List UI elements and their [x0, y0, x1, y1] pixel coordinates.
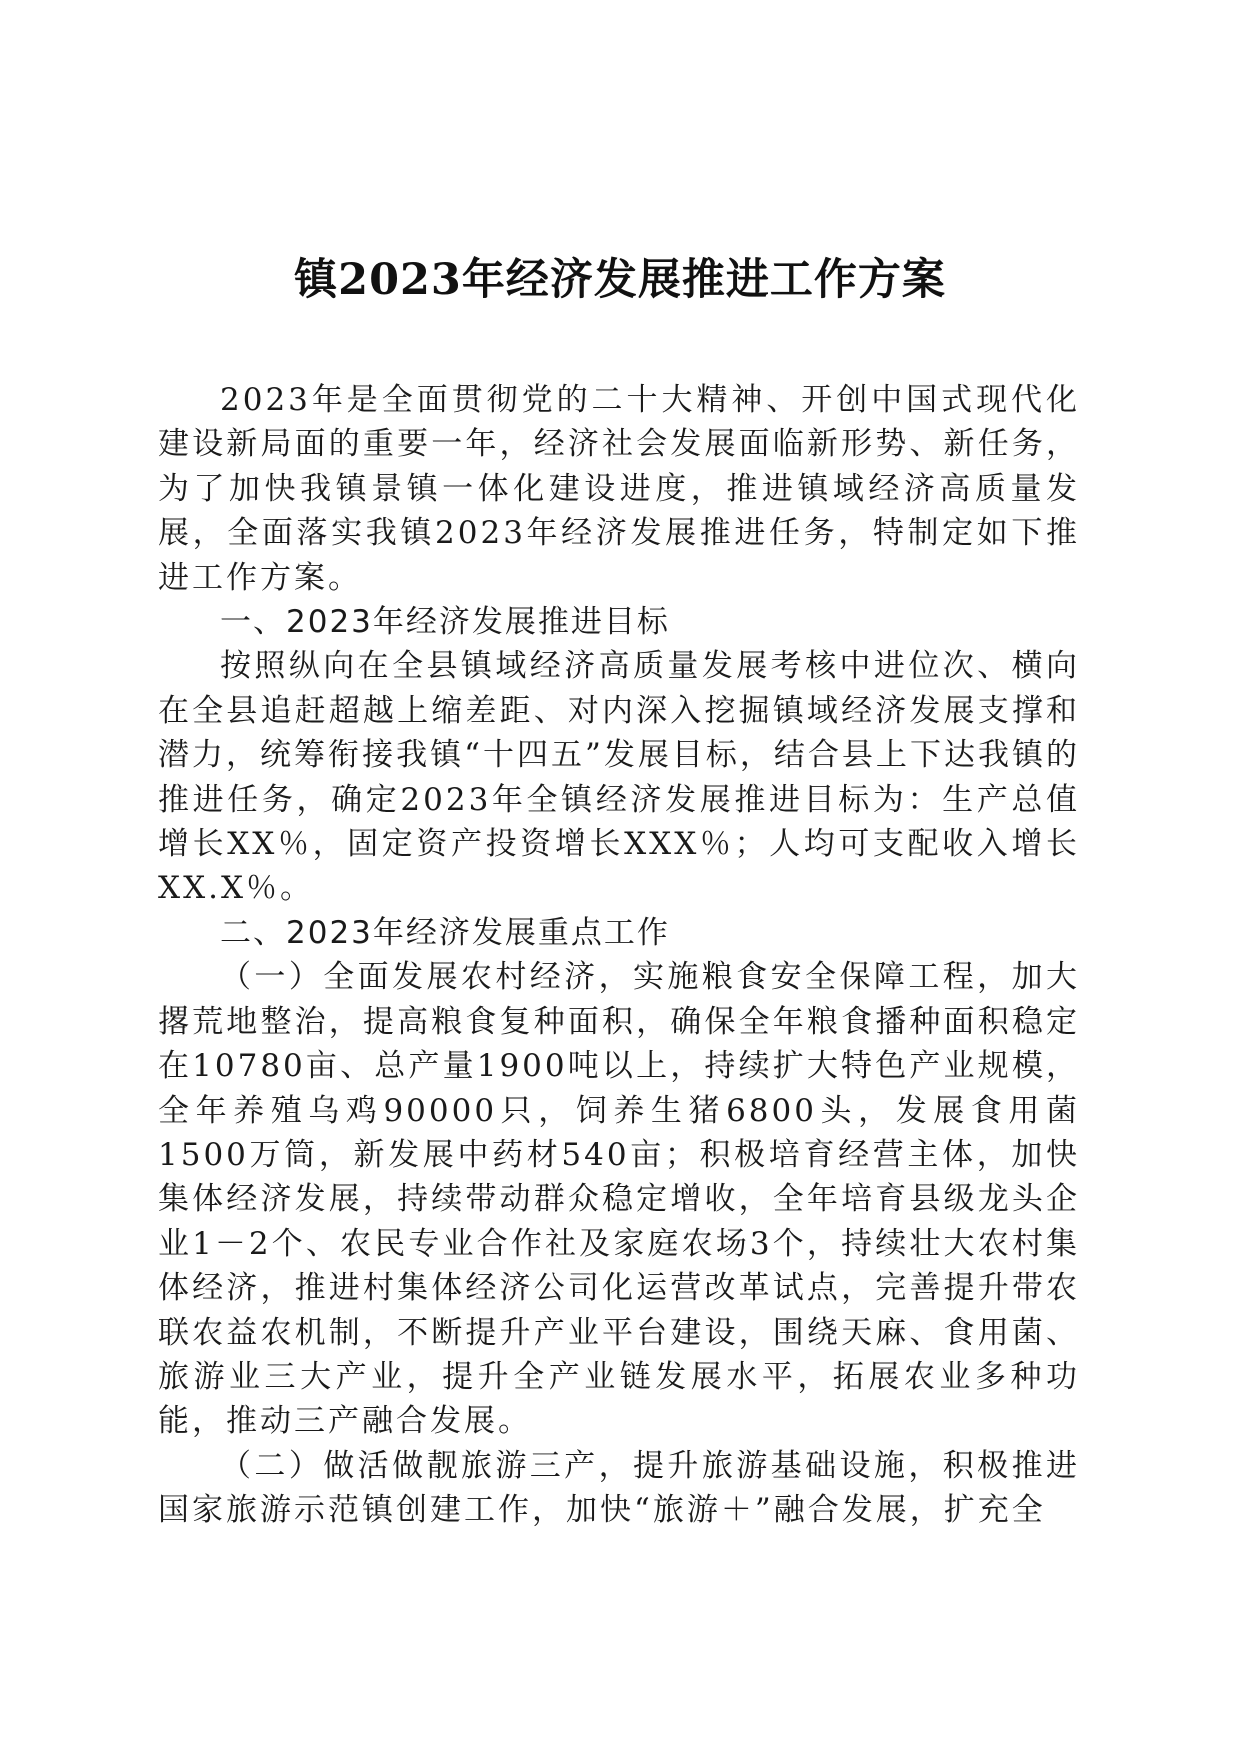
- document-title: 镇2023年经济发展推进工作方案: [294, 255, 946, 305]
- section-heading-goals: 一、2023年经济发展推进目标: [220, 604, 670, 641]
- document-body: [158, 378, 1080, 1533]
- goals-paragraph: 按照纵向在全县镇域经济高质量发展考核中进位次、横向在全县追赶超越上缩差距、对内深入挖掘镇域经济发展支撑和潜力，统筹衔接我镇“十四五”发展目标，结合县上下达我镇的推进任务，确定2023年全镇经济发展推进目标为：生产总值增长XX％，固定资产投资增长XXX％；人均可支配收入增长XX.X％。: [158, 648, 1080, 907]
- key-work-paragraph-1: （一）全面发展农村经济，实施粮食安全保障工程，加大撂荒地整治，提高粮食复种面积，确保全年粮食播种面积稳定在10780亩、总产量1900吨以上，持续扩大特色产业规模，全年养殖乌鸡90000只，饲养生猪6800头，发展食用菌1500万筒，新发展中药材540亩；积极培育经营主体，加快集体经济发展，持续带动群众稳定增收，全年培育县级龙头企业1－2个、农民专业合作社及家庭农场3个，持续壮大农村集体经济，推进村集体经济公司化运营改革试点，完善提升带农联农益农机制，不断提升产业平台建设，围绕天麻、食用菌、旅游业三大产业，提升全产业链发展水平，拓展农业多种功能，推动三产融合发展。: [158, 959, 1080, 1440]
- key-work-paragraph-2: （二）做活做靓旅游三产，提升旅游基础设施，积极推进国家旅游示范镇创建工作，加快“旅游＋”融合发展，扩充全: [158, 1447, 1080, 1529]
- intro-paragraph: 2023年是全面贯彻党的二十大精神、开创中国式现代化建设新局面的重要一年，经济社会发展面临新形势、新任务，为了加快我镇景镇一体化建设进度，推进镇域经济高质量发展，全面落实我镇2023年经济发展推进任务，特制定如下推进工作方案。: [158, 382, 1080, 596]
- section-heading-key-work: 二、2023年经济发展重点工作: [220, 914, 670, 951]
